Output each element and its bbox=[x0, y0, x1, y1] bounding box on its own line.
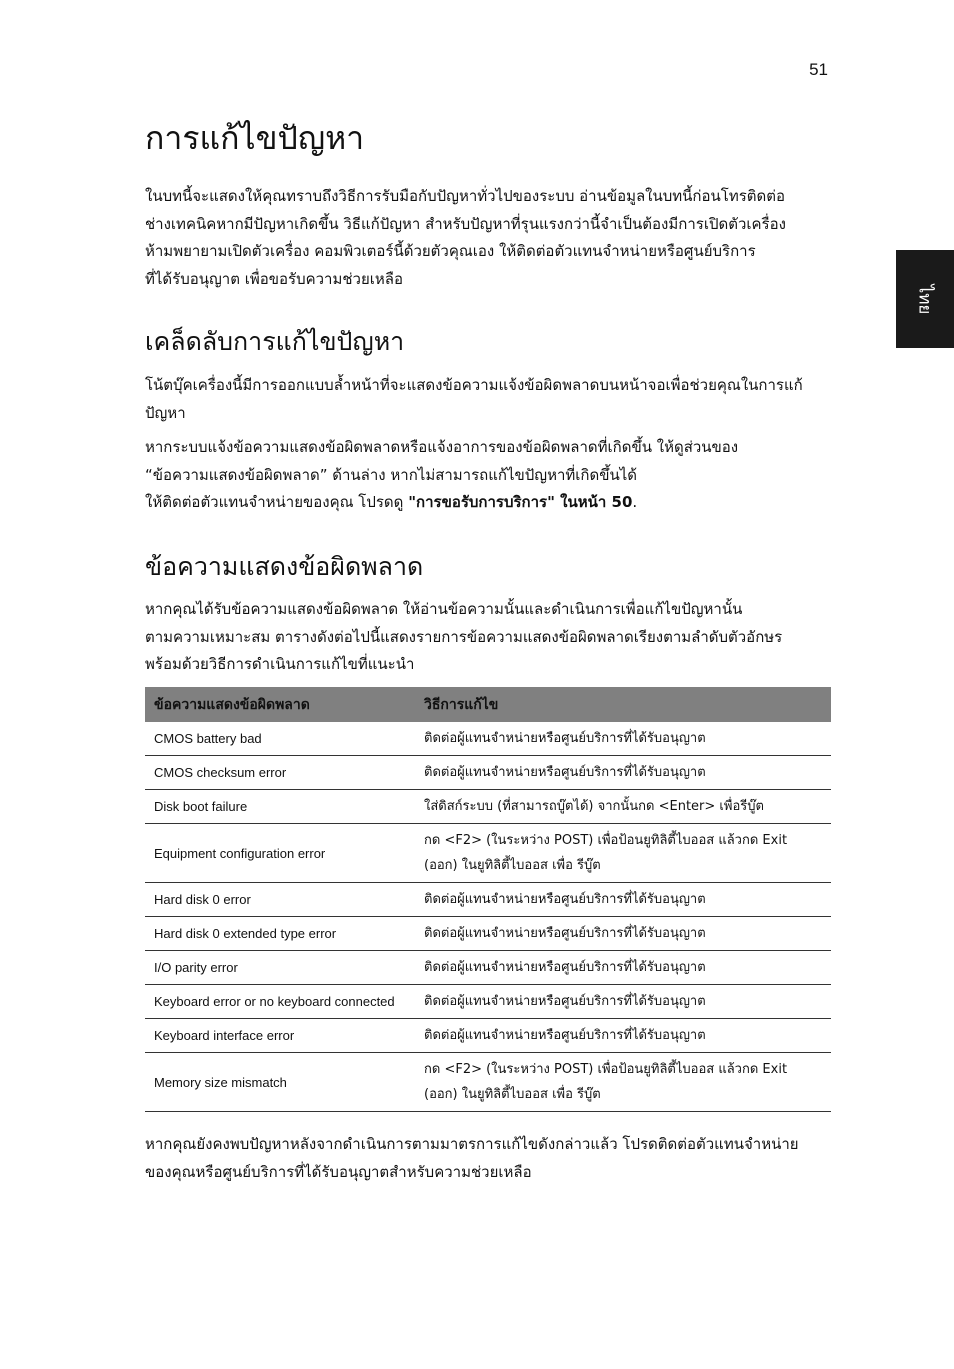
tips-paragraph-2 bbox=[145, 434, 831, 517]
solution-cell: ติดต่อผู้แทนจำหน่ายหรือศูนย์บริการที่ได้รับอนุญาต bbox=[415, 756, 831, 790]
error-message-cell: I/O parity error bbox=[145, 951, 415, 985]
table-header-row bbox=[145, 687, 831, 722]
header-solution: วิธีการแก้ไข bbox=[415, 687, 831, 722]
error-messages-table bbox=[145, 687, 831, 1112]
tips-line-last bbox=[145, 489, 831, 517]
service-reference-link[interactable]: "การขอรับการบริการ" ในหน้า 50 bbox=[408, 493, 633, 511]
intro-line: ช่างเทคนิคหากมีปัญหาเกิดขึ้น วิธีแก้ปัญหา สำหรับปัญหาที่รุนแรงกว่านี้จำเป็นต้องมีการเปิดตัวเครื่อง bbox=[145, 214, 786, 233]
solution-cell: ใส่ดิสก์ระบบ (ที่สามารถบู๊ตได้) จากนั้นกด <Enter> เพื่อรีบู๊ต bbox=[415, 790, 831, 824]
tips-paragraph-1 bbox=[145, 372, 831, 427]
solution-cell: ติดต่อผู้แทนจำหน่ายหรือศูนย์บริการที่ได้รับอนุญาต bbox=[415, 951, 831, 985]
tips-line: “ข้อความแสดงข้อผิดพลาด” ด้านล่าง หากไม่สามารถแก้ไขปัญหาที่เกิดขึ้นได้ bbox=[145, 465, 638, 484]
closing-line: หากคุณยังคงพบปัญหาหลังจากดำเนินการตามมาตรการแก้ไขดังกล่าวแล้ว โปรดติดต่อตัวแทนจำหน่าย bbox=[145, 1135, 799, 1153]
table-row bbox=[145, 756, 831, 790]
tips-line: โน้ตบุ๊คเครื่องนี้มีการออกแบบล้ำหน้าที่จะแสดงข้อความแจ้งข้อผิดพลาดบนหน้าจอเพื่อช่วยคุณในการแก้ bbox=[145, 376, 803, 394]
intro-line: ในบทนี้จะแสดงให้คุณทราบถึงวิธีการรับมือกับปัญหาทั่วไปของระบบ อ่านข้อมูลในบทนี้ก่อนโทรติดต่อ bbox=[145, 187, 785, 205]
error-message-cell: CMOS battery bad bbox=[145, 722, 415, 756]
closing-paragraph bbox=[145, 1131, 831, 1186]
solution-cell: กด <F2> (ในระหว่าง POST) เพื่อป้อนยูทิลิตี้ไบออส แล้วกด Exit (ออก) ในยูทิลิตี้ไบออส เพื่อ รีบู๊ต bbox=[415, 1053, 831, 1112]
errors-intro-line: พร้อมด้วยวิธีการดำเนินการแก้ไขที่แนะนำ bbox=[145, 655, 415, 673]
error-message-cell: CMOS checksum error bbox=[145, 756, 415, 790]
language-side-tab-label: ไทย bbox=[914, 284, 935, 314]
solution-cell: ติดต่อผู้แทนจำหน่ายหรือศูนย์บริการที่ได้รับอนุญาต bbox=[415, 985, 831, 1019]
table-row bbox=[145, 722, 831, 756]
error-message-cell: Hard disk 0 error bbox=[145, 883, 415, 917]
error-message-cell: Keyboard error or no keyboard connected bbox=[145, 985, 415, 1019]
closing-line: ของคุณหรือศูนย์บริการที่ได้รับอนุญาตสำหรับความช่วยเหลือ bbox=[145, 1162, 532, 1181]
tips-line: ปัญหา bbox=[145, 403, 186, 422]
solution-cell: ติดต่อผู้แทนจำหน่ายหรือศูนย์บริการที่ได้รับอนุญาต bbox=[415, 917, 831, 951]
errors-intro-line: ตามความเหมาะสม ตารางดังต่อไปนี้แสดงรายการข้อความแสดงข้อผิดพลาดเรียงตามลำดับตัวอักษร bbox=[145, 627, 783, 646]
page-title: การแก้ไขปัญหา bbox=[145, 119, 365, 157]
intro-line: ห้ามพยายามเปิดตัวเครื่อง คอมพิวเตอร์นี้ด้วยตัวคุณเอง ให้ติดต่อตัวแทนจำหน่ายหรือศูนย์บริการ bbox=[145, 242, 756, 260]
errors-intro-paragraph bbox=[145, 596, 831, 679]
page-number: 51 bbox=[809, 60, 828, 79]
table-row bbox=[145, 985, 831, 1019]
table-row bbox=[145, 1053, 831, 1112]
error-message-cell: Disk boot failure bbox=[145, 790, 415, 824]
solution-cell: ติดต่อผู้แทนจำหน่ายหรือศูนย์บริการที่ได้รับอนุญาต bbox=[415, 1019, 831, 1053]
tips-line: หากระบบแจ้งข้อความแสดงข้อผิดพลาดหรือแจ้งอาการของข้อผิดพลาดที่เกิดขึ้น ให้ดูส่วนของ bbox=[145, 438, 739, 456]
errors-intro-line: หากคุณได้รับข้อความแสดงข้อผิดพลาด ให้อ่านข้อความนั้นและดำเนินการเพื่อแก้ไขปัญหานั้น bbox=[145, 600, 743, 618]
table-row bbox=[145, 917, 831, 951]
tips-contact-text: ให้ติดต่อตัวแทนจำหน่ายของคุณ โปรดดู bbox=[145, 493, 409, 511]
error-message-cell: Hard disk 0 extended type error bbox=[145, 917, 415, 951]
table-row bbox=[145, 790, 831, 824]
tips-period: . bbox=[632, 493, 638, 511]
error-message-cell: Memory size mismatch bbox=[145, 1053, 415, 1112]
header-error-message: ข้อความแสดงข้อผิดพลาด bbox=[145, 687, 415, 722]
solution-cell: ติดต่อผู้แทนจำหน่ายหรือศูนย์บริการที่ได้รับอนุญาต bbox=[415, 883, 831, 917]
errors-heading: ข้อความแสดงข้อผิดพลาด bbox=[145, 552, 424, 581]
solution-cell: ติดต่อผู้แทนจำหน่ายหรือศูนย์บริการที่ได้รับอนุญาต bbox=[415, 722, 831, 756]
error-message-cell: Equipment configuration error bbox=[145, 824, 415, 883]
table-row bbox=[145, 1019, 831, 1053]
table-row bbox=[145, 951, 831, 985]
intro-paragraph bbox=[145, 183, 831, 293]
intro-line: ที่ได้รับอนุญาต เพื่อขอรับความช่วยเหลือ bbox=[145, 269, 403, 288]
table-row bbox=[145, 883, 831, 917]
table-row bbox=[145, 824, 831, 883]
language-side-tab[interactable] bbox=[896, 250, 954, 348]
tips-heading: เคล็ดลับการแก้ไขปัญหา bbox=[145, 327, 405, 356]
solution-cell: กด <F2> (ในระหว่าง POST) เพื่อป้อนยูทิลิตี้ไบออส แล้วกด Exit (ออก) ในยูทิลิตี้ไบออส เพื่อ รีบู๊ต bbox=[415, 824, 831, 883]
error-message-cell: Keyboard interface error bbox=[145, 1019, 415, 1053]
